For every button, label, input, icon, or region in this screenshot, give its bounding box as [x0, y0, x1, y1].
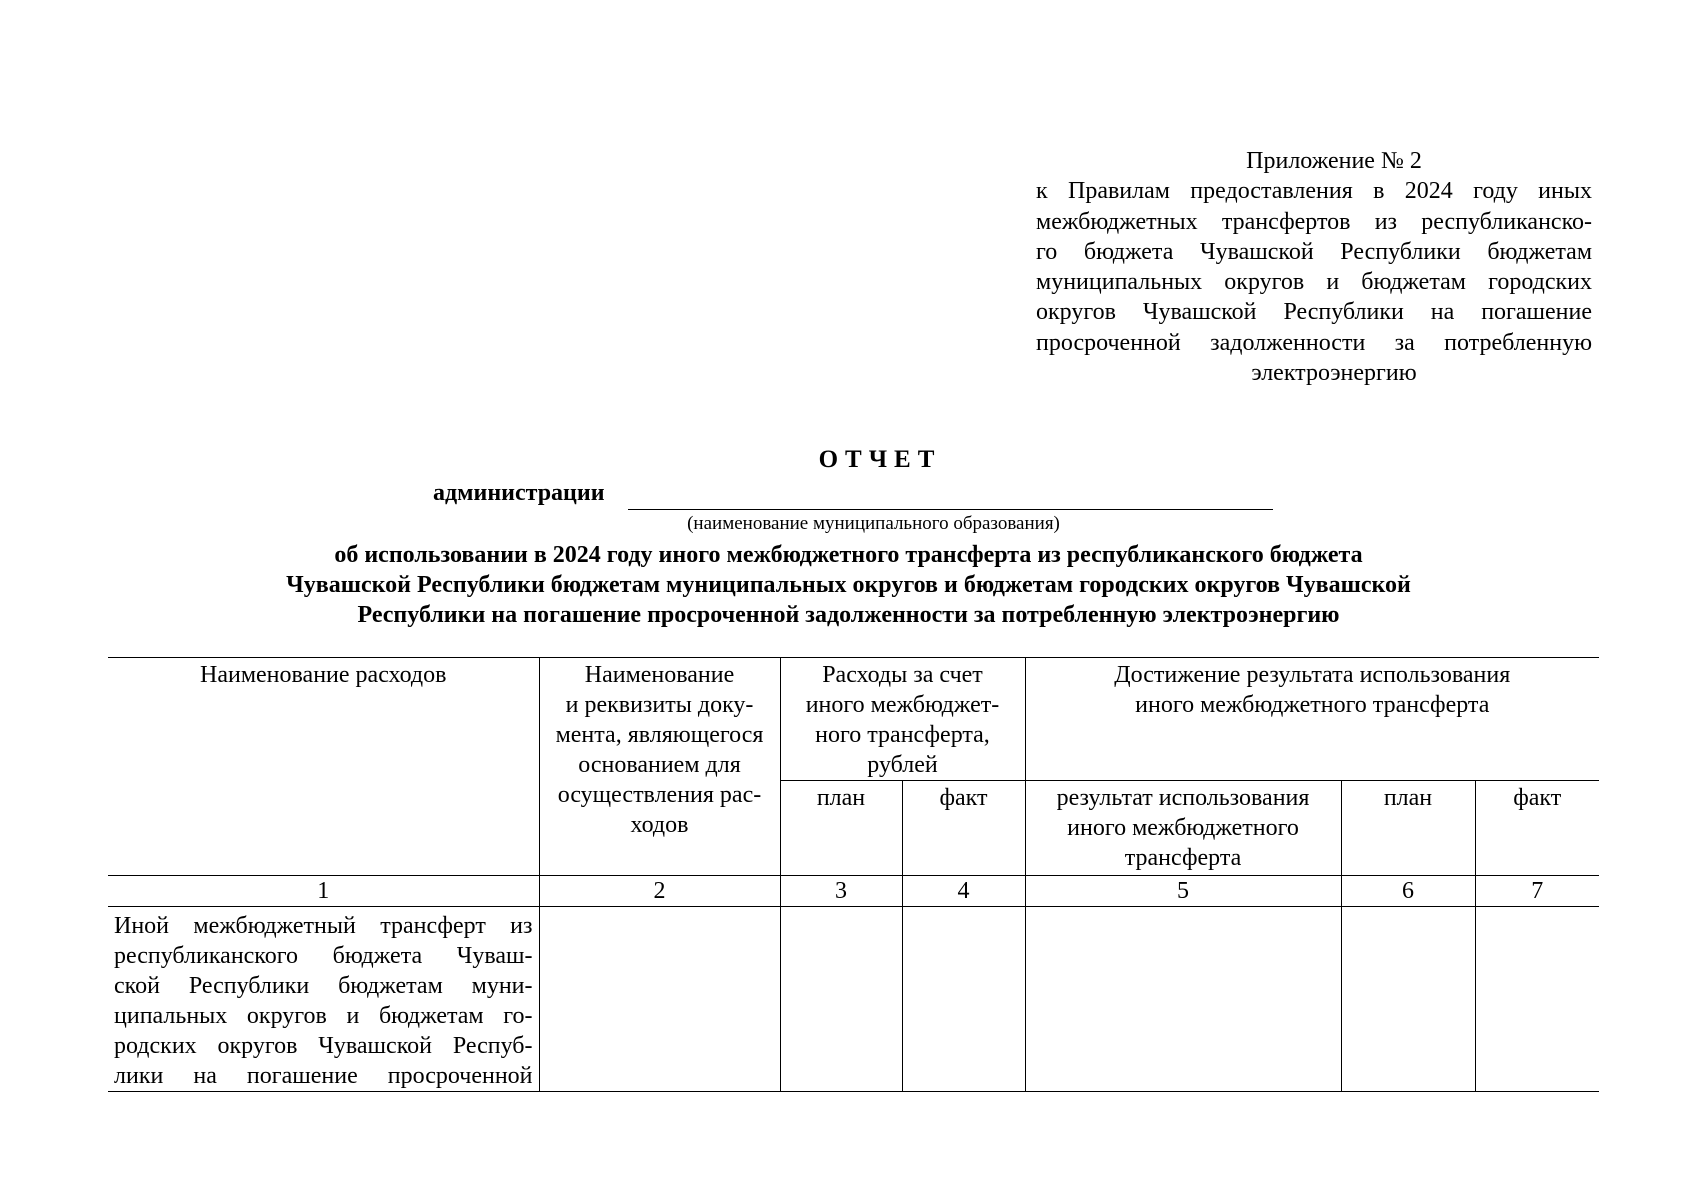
appendix-line: округов Чувашской Республики на погашение — [1036, 299, 1592, 326]
report-table — [108, 657, 1599, 1092]
appendix-line: межбюджетных трансфертов из республиканско- — [1036, 208, 1592, 235]
header-document: Наименование и реквизиты доку- мента, являющегося основанием для осуществления рас- ходов — [539, 658, 780, 876]
column-number: 3 — [780, 876, 902, 907]
column-number: 4 — [902, 876, 1025, 907]
header-plan-2: план — [1341, 781, 1475, 876]
subtitle-line: об использовании в 2024 году иного межбюджетного трансферта из республиканского бюджета — [334, 542, 1363, 568]
column-number: 1 — [108, 876, 539, 907]
subtitle-line: Республики на погашение просроченной задолженности за потребленную электроэнергию — [357, 602, 1340, 628]
report-subtitle — [0, 540, 1697, 630]
row-expense-name: Иной межбюджетный трансферт из республиканского бюджета Чуваш- ской Республики бюджетам муни- ципальных округов и бюджетам го- родских округов Чувашской Респуб- лики на погашение просроченной — [108, 907, 539, 1092]
header-achievement: Достижение результата использования иного межбюджетного трансферта — [1025, 658, 1599, 781]
administration-line — [433, 480, 1273, 512]
row-plan-cell — [780, 907, 902, 1092]
header-fact-2: факт — [1475, 781, 1599, 876]
header-fact: факт — [902, 781, 1025, 876]
column-number: 2 — [539, 876, 780, 907]
appendix-line: просроченной задолженности за потребленную — [1036, 329, 1592, 356]
subtitle-line: Чувашской Республики бюджетам муниципальных округов и бюджетам городских округов Чувашской — [286, 572, 1411, 598]
appendix-line: го бюджета Чувашской Республики бюджетам — [1036, 238, 1592, 265]
column-number: 7 — [1475, 876, 1599, 907]
header-plan: план — [780, 781, 902, 876]
appendix-line: к Правилам предоставления в 2024 году иных — [1036, 178, 1592, 205]
header-expenses: Расходы за счет иного межбюджет- ного трансферта, рублей — [780, 658, 1025, 781]
administration-label: администрации — [433, 480, 605, 506]
appendix-block — [1036, 146, 1592, 388]
header-result: результат использования иного межбюджетного трансферта — [1025, 781, 1341, 876]
municipality-name-hint: (наименование муниципального образования) — [687, 513, 1060, 534]
appendix-title: Приложение № 2 — [1246, 148, 1422, 174]
column-number: 6 — [1341, 876, 1475, 907]
row-plan2-cell — [1341, 907, 1475, 1092]
header-expense-name: Наименование расходов — [108, 658, 539, 876]
column-number: 5 — [1025, 876, 1341, 907]
row-fact2-cell — [1475, 907, 1599, 1092]
table-row — [108, 907, 1599, 1092]
row-result-cell — [1025, 907, 1341, 1092]
municipality-name-blank — [628, 509, 1273, 510]
report-title: ОТЧЕТ — [818, 446, 942, 473]
row-fact-cell — [902, 907, 1025, 1092]
row-document-cell — [539, 907, 780, 1092]
appendix-line: муниципальных округов и бюджетам городских — [1036, 269, 1592, 296]
appendix-last-line: электроэнергию — [1251, 360, 1417, 387]
